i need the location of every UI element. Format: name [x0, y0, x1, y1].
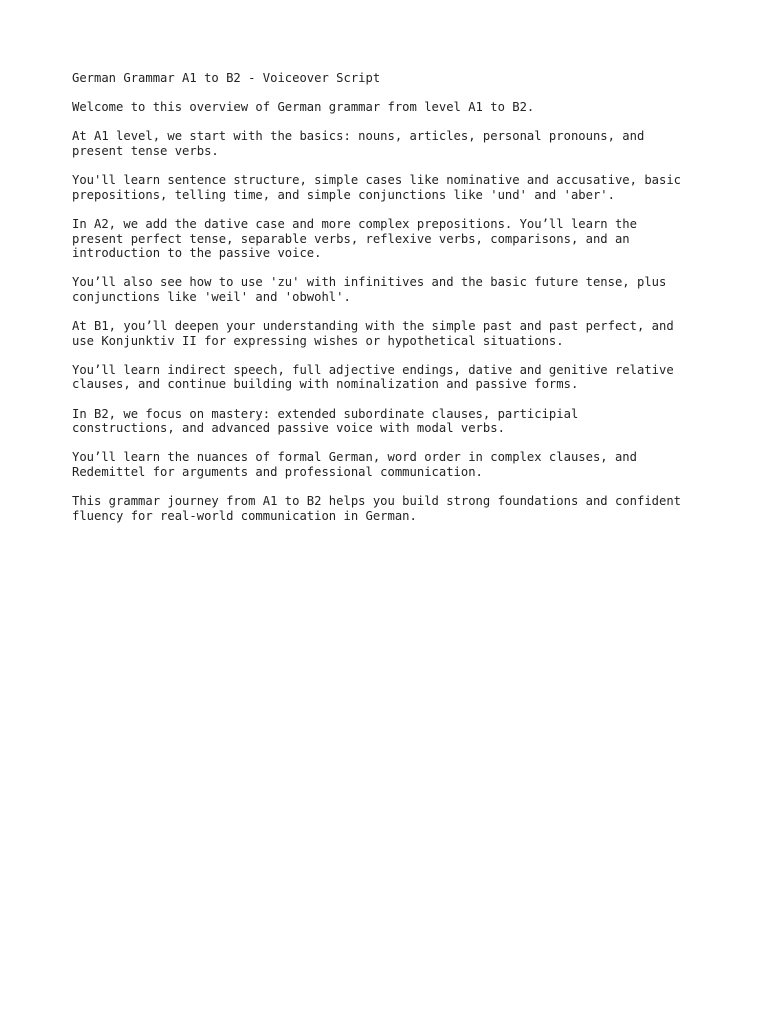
paragraph-b2-mastery: In B2, we focus on mastery: extended subordinate clauses, participial constructions, and advanced passive voice with modal verbs.: [72, 406, 579, 436]
paragraph-a1-basics: At A1 level, we start with the basics: nouns, articles, personal pronouns, and present tense verbs.: [72, 129, 645, 158]
paragraph-conclusion: This grammar journey from A1 to B2 helps you build strong foundations and confident fluency for real-world communication in German.: [72, 494, 682, 523]
paragraph-a1-structure: You'll learn sentence structure, simple cases like nominative and accusative, basic prepositions, telling time, and simple conjunctions like 'und' and 'aber'.: [72, 173, 682, 202]
paragraph-b1-past: At B1, you’ll deepen your understanding with the simple past and past perfect, and use Konjunktiv II for expressing wishes or hypothetical situations.: [72, 319, 674, 348]
paragraph-welcome: Welcome to this overview of German grammar from level A1 to B2.: [72, 100, 535, 115]
paragraph-b1-indirect-speech: You’ll learn indirect speech, full adjective endings, dative and genitive relative clauses, and continue building with nominalization and passive forms.: [72, 362, 674, 392]
document-page: [72, 71, 712, 538]
document-title: German Grammar A1 to B2 - Voiceover Script: [72, 71, 381, 85]
paragraph-b2-formal: You’ll learn the nuances of formal German, word order in complex clauses, and Redemittel for arguments and professional communication.: [72, 450, 637, 480]
paragraph-a2-dative: In A2, we add the dative case and more complex prepositions. You’ll learn the present perfect tense, separable verbs, reflexive verbs, comparisons, and an introduction to the passive voice.: [72, 216, 637, 261]
paragraph-a2-infinitives: You’ll also see how to use 'zu' with infinitives and the basic future tense, plus conjunctions like 'weil' and 'obwohl'.: [72, 275, 667, 304]
